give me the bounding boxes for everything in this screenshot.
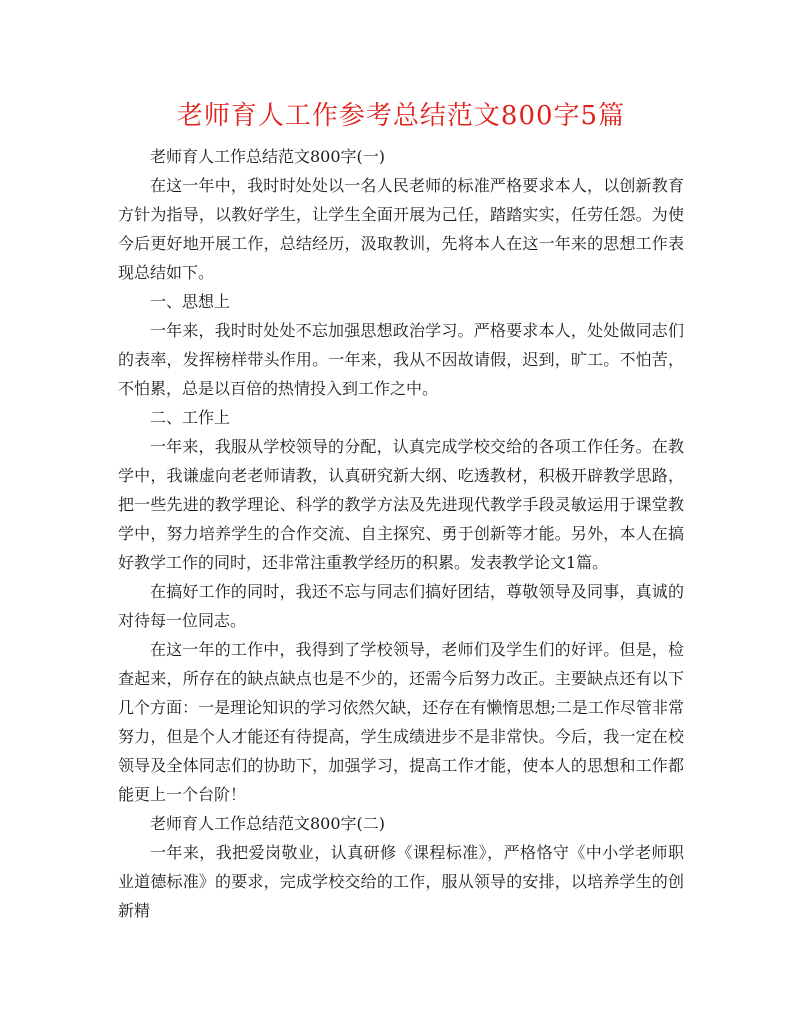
section-heading-one: 老师育人工作总结范文800字(一)	[150, 147, 386, 166]
section-heading-two: 老师育人工作总结范文800字(二)	[150, 814, 386, 833]
body-paragraph: 在这一年的工作中，我得到了学校领导，老师们及学生们的好评。但是，检查起来，所存在的缺点缺点也是不少的，还需今后努力改正。主要缺点还有以下几个方面：一是理论知识的学习依然欠缺，还存在有懒惰思想;二是工作尽管非常努力，但是个人才能还有待提高，学生成绩进步不是非常快。今后，我一定在校领导及全体同志们的协助下，加强学习，提高工作才能，使本人的思想和工作都能更上一个台阶！	[118, 640, 684, 804]
body-paragraph: 在搞好工作的同时，我还不忘与同志们搞好团结，尊敬领导及同事，真诚的对待每一位同志。	[118, 582, 684, 630]
body-paragraph: 在这一年中，我时时处处以一名人民老师的标准严格要求本人，以创新教育方针为指导，以教好学生，让学生全面开展为己任，踏踏实实，任劳任怨。为使今后更好地开展工作，总结经历，汲取教训，先将本人在这一年来的思想工作表现总结如下。	[118, 176, 684, 282]
document-title: 老师育人工作参考总结范文800字5篇	[176, 101, 626, 131]
body-paragraph: 一年来，我把爱岗敬业，认真研修《课程标准》，严格恪守《中小学老师职业道德标准》的要求，完成学校交给的工作，服从领导的安排，以培养学生的创新精	[118, 843, 684, 920]
body-paragraph: 一年来，我服从学校领导的分配，认真完成学校交给的各项工作任务。在教学中，我谦虚向老老师请教，认真研究新大纲、吃透教材，积极开辟教学思路，把一些先进的教学理论、科学的教学方法及先进现代教学手段灵敏运用于课堂教学中，努力培养学生的合作交流、自主探究、勇于创新等才能。另外，本人在搞好教学工作的同时，还非常注重教学经历的积累。发表教学论文1篇。	[118, 437, 684, 572]
subheading-work: 二、工作上	[150, 408, 231, 427]
subheading-thought: 一、思想上	[150, 292, 231, 311]
body-paragraph: 一年来，我时时处处不忘加强思想政治学习。严格要求本人，处处做同志们的表率，发挥榜样带头作用。一年来，我从不因故请假，迟到，旷工。不怕苦，不怕累，总是以百倍的热情投入到工作之中。	[118, 321, 684, 398]
document-page	[118, 98, 684, 925]
